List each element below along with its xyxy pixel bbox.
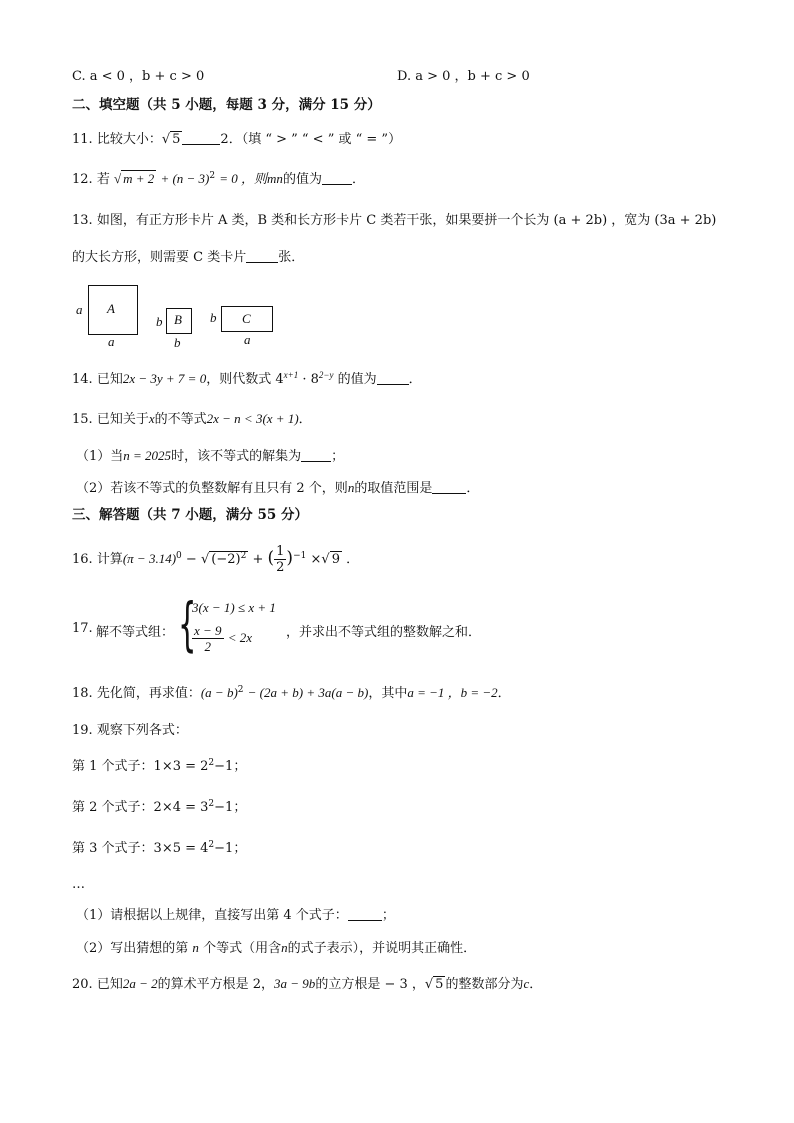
brace: { [178, 590, 197, 658]
question-11: 11. 比较大小：√ 5 2．（填 “ > ” “ < ” 或 “ = ”） [72, 132, 402, 147]
question-19-formula-1: 第 1 个式子：$1\times 3 = 2^2-1$； [72, 758, 247, 774]
answer-blank[interactable] [322, 170, 352, 185]
question-14: 14. 已知2x − 3y + 7 = 0，则代数式 $4^{x+1} \cdot 8^{2-y}$ 的值为 ． [72, 370, 422, 387]
question-19-part1: （1）请根据以上规律，直接写出第 4 个式子： ； [76, 908, 395, 923]
question-16: 16. 计算$(\pi - 3.14)^0$ − √ $(-2)^2$ + ( $\frac{1}{2}$ )$^{-1}$ ×√ 9 ． [72, 544, 360, 575]
question-12: 12. 若 √ $m + 2 + (n - 3)^2 = 0$ ，则mn的值为 ． [72, 171, 365, 187]
bottom-label-a2: a [244, 332, 251, 347]
question-18: 18. 先化简，再求值：$(a - b)^2 - (2a + b) + 3a(a - b)$，其中a = −1 ，b = −2． [72, 685, 511, 701]
card-b-square: B [166, 308, 192, 334]
question-15: 15. 已知关于x的不等式2x − n < 3(x + 1)． [72, 411, 312, 427]
question-19-formula-2: 第 2 个式子：$2\times 4 = 3^2-1$； [72, 799, 247, 815]
question-19-part2: （2）写出猜想的第 n 个等式（用含n的式子表示），并说明其正确性． [76, 940, 477, 956]
question-17: 17. 解不等式组： { 3(x − 1) ≤ x + 1 $\frac{x - 9}{2}$ < 2x ，并求出不等式组的整数解之和． [72, 590, 482, 658]
answer-blank[interactable] [348, 906, 382, 921]
card-c-rectangle: C [221, 306, 273, 332]
question-13-line2: 的大长方形，则需要 C 类卡片 张． [72, 250, 305, 265]
answer-blank[interactable] [246, 248, 278, 263]
section3-title: 三、解答题（共 7 小题，满分 55 分） [72, 507, 308, 523]
question-19: 19. 观察下列各式： [72, 723, 188, 738]
side-label-b: b [156, 314, 163, 329]
question-15-part1: （1）当n = 2025时，该不等式的解集为 ； [76, 448, 345, 464]
answer-blank[interactable] [182, 130, 220, 145]
section2-title: 二、填空题（共 5 小题，每题 3 分，满分 15 分） [72, 97, 381, 113]
question-20: 20. 已知2a − 2的算术平方根是 2，3a − 9b的立方根是 − 3 ，√ 5 的整数部分为c． [72, 976, 543, 992]
answer-blank[interactable] [377, 370, 409, 385]
cards-figure [72, 282, 292, 352]
option-d: D. a > 0 ，b + c > 0 [397, 69, 530, 84]
bottom-label-b: b [174, 335, 181, 350]
bottom-label-a: a [108, 334, 115, 349]
question-13-line1: 13. 如图，有正方形卡片 A 类，B 类和长方形卡片 C 类若干张，如果要拼一个长为 (a + 2b) ，宽为 (3a + 2b) [72, 213, 717, 228]
option-c: C. a < 0 ，b + c > 0 [72, 69, 205, 84]
answer-blank[interactable] [432, 479, 466, 494]
card-a-square: A [88, 285, 138, 335]
answer-blank[interactable] [301, 447, 331, 462]
side-label-b2: b [210, 310, 217, 325]
question-15-part2: （2）若该不等式的负整数解有且只有 2 个，则n的取值范围是 ． [76, 480, 480, 496]
question-19-formula-3: 第 3 个式子：$3\times 5 = 4^2-1$； [72, 840, 247, 856]
side-label-a: a [76, 302, 83, 317]
question-19-ellipsis: … [72, 877, 85, 892]
